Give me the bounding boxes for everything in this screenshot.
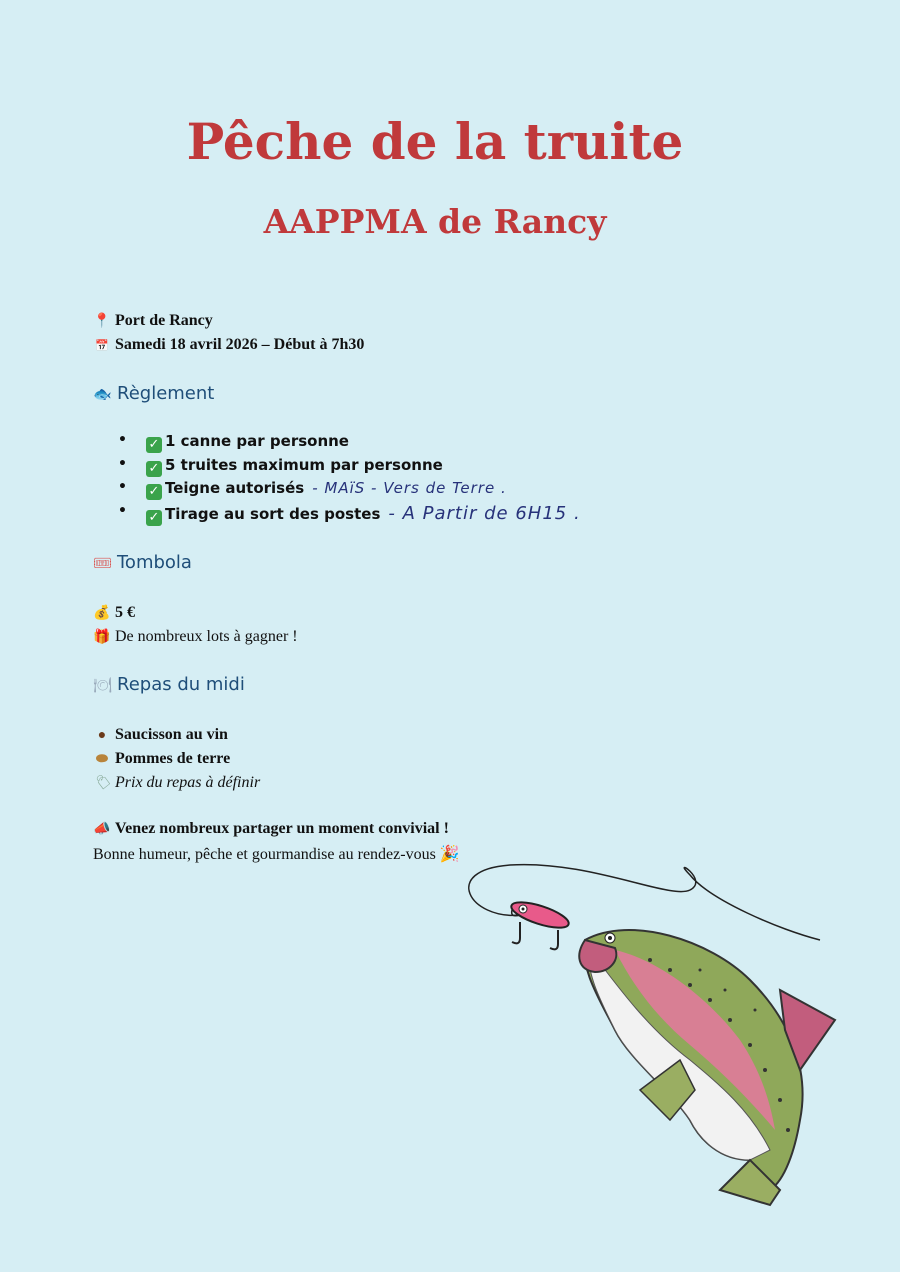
date-text: Samedi 18 avril 2026 – Début à 7h30 <box>115 336 365 353</box>
confetti-icon: 🎉 <box>439 846 460 863</box>
flyer-title: Pêche de la truite <box>186 112 684 171</box>
handwritten-note: - A Partir de 6H15 . <box>388 502 581 524</box>
ticket-icon: 🎟 <box>93 554 113 572</box>
check-icon: ✓ <box>146 437 162 453</box>
bullet-icon: • <box>118 432 127 448</box>
tombola-heading: 🎟 Tombola <box>93 552 192 573</box>
tombola-prizes-line: 🎁 De nombreux lots à gagner ! <box>93 628 298 645</box>
potato-icon: ⬬ <box>96 752 108 767</box>
check-icon: ✓ <box>146 510 162 526</box>
sausage-icon: ● <box>97 728 107 743</box>
trout-illustration <box>450 860 850 1220</box>
tagline-line: Bonne humeur, pêche et gourmandise au rendez-vous 🎉 <box>93 846 460 863</box>
megaphone-icon: 📣 <box>93 822 111 837</box>
repas-item-1: ● Saucisson au vin <box>93 726 228 744</box>
calendar-icon: 📅 <box>95 340 109 352</box>
plate-icon: 🍽 <box>93 676 113 694</box>
gift-icon: 🎁 <box>93 630 111 645</box>
check-icon: ✓ <box>146 461 162 477</box>
repas-heading: 🍽 Repas du midi <box>93 674 245 695</box>
trout-icon <box>579 930 835 1205</box>
reglement-heading: 🐟 Règlement <box>93 383 215 404</box>
tombola-price-line: 💰 5 € <box>93 604 135 621</box>
bullet-icon: • <box>118 455 127 472</box>
bullet-icon: • <box>118 502 127 519</box>
handwritten-note: - MAïS - Vers de Terre . <box>312 479 507 497</box>
fish-icon: 🐟 <box>93 385 112 403</box>
location-line <box>93 312 213 330</box>
list-item: • ✓ Tirage au sort des postes - A Partir de 6H15 . <box>118 502 581 525</box>
date-line <box>93 336 364 354</box>
flyer-subtitle: AAPPMA de Rancy <box>263 202 607 241</box>
rules-list <box>118 432 581 526</box>
list-item: • ✓ 5 truites maximum par personne <box>118 455 443 476</box>
invite-line: 📣 Venez nombreux partager un moment convivial ! <box>93 820 449 837</box>
money-bag-icon: 💰 <box>93 606 111 621</box>
repas-price-note: 🏷 Prix du repas à définir <box>93 774 261 791</box>
pin-icon: 📍 <box>93 314 111 329</box>
repas-item-2: ⬬ Pommes de terre <box>93 750 230 768</box>
location-text: Port de Rancy <box>115 312 213 329</box>
lure-icon <box>509 897 572 949</box>
bullet-icon: • <box>118 479 127 495</box>
check-icon: ✓ <box>146 484 162 500</box>
price-tag-icon: 🏷 <box>93 776 111 791</box>
list-item: • ✓ 1 canne par personne <box>118 432 349 452</box>
list-item: • ✓ Teigne autorisés - MAïS - Vers de Terre . <box>118 479 507 499</box>
